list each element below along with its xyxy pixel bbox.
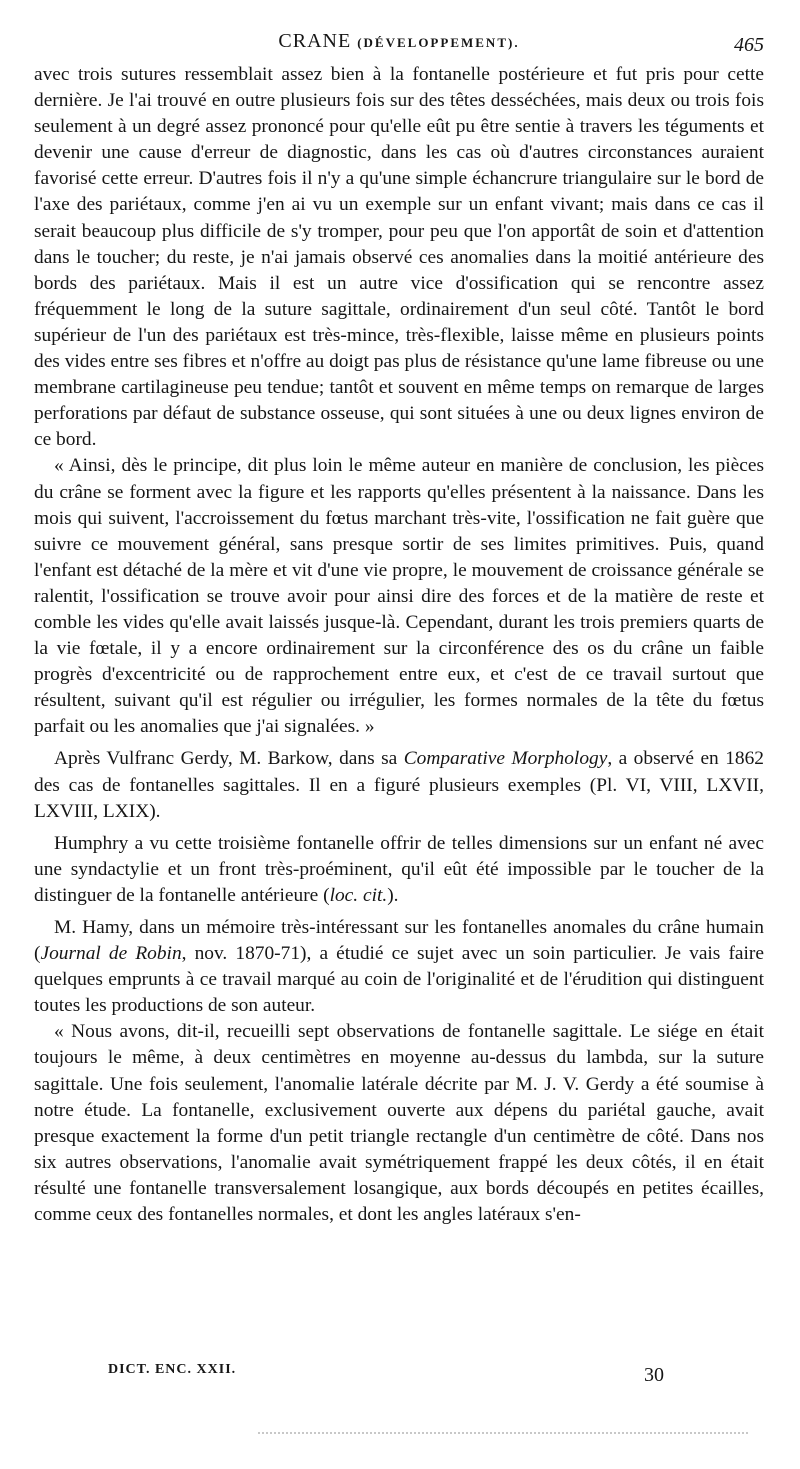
paragraph-3-book-title: Comparative Morphology	[403, 748, 608, 770]
paragraph-3-text-b: , a observé en 1862 des cas de fontanelles sagittales. Il en a figuré plusieurs exemples (Pl. VI, VIII, LXVII, LXVIII, LXIX).	[34, 748, 764, 822]
paragraph-5-journal-title: Journal de Robin	[40, 943, 182, 965]
paragraph-1: avec trois sutures ressemblait assez bien à la fontanelle postérieure et fut pris pour cette dernière. Je l'ai trouvé en outre plusieurs fois sur des têtes desséchées, mais deux ou trois fois seulement à un degré assez prononcé pour qu'elle eût pu être sentie à travers les téguments et devenir une cause d'erreur de diagnostic, dans les cas où d'autres circonstances auraient favorisé cette erreur. D'autres fois il n'y a qu'une simple échancrure triangulaire sur le bord de l'axe des pariétaux, comme j'en ai vu un exemple sur un enfant vivant; mais dans ce cas il serait beaucoup plus difficile de s'y tromper, pour peu que l'on apportât de soin et d'attention dans le toucher; du reste, je n'ai jamais observé ces anomalies dans la moitié antérieure des bords des pariétaux. Mais il est un autre vice d'ossification qui se rencontre assez fréquemment le long de la suture sagittale, ordinairement d'un seul côté. Tantôt le bord supérieur de l'un des pariétaux est très-mince, très-flexible, laisse même en plusieurs points des vides entre ses fibres et n'offre au doigt pas plus de résistance qu'une lame fibreuse ou une membrane cartilagineuse peu tendue; tantôt et souvent en même temps on remarque de larges perforations par défaut de substance osseuse, qui sont situées à une ou deux lignes environ de ce bord.	[34, 64, 764, 451]
paragraph-4-text-b: ).	[387, 884, 399, 906]
signature-number: 30	[644, 1364, 664, 1386]
scan-artifact	[258, 1432, 748, 1436]
paragraph-6-quote: « Nous avons, dit-il, recueilli sept observations de fontanelle sagittale. Le siége en était toujours le même, à deux centimètres en moyenne au-dessus du lambda, sur la suture sagittale. Une fois seulement, l'anomalie latérale décrite par M. J. V. Gerdy a été soumise à notre étude. La fontanelle, exclusivement ouverte aux dépens du pariétal gauche, avait presque exactement la forme d'un petit triangle rectangle d'un centimètre de côté. Dans nos six autres observations, l'anomalie avait symétriquement frappé les deux côtés, il en était résulté une fontanelle transversalement losangique, aux bords découpés en petites écailles, comme ceux des fontanelles normales, et dont les angles latéraux s'en-	[34, 1021, 764, 1226]
paragraph-4-text-a: Humphry a vu cette troisième fontanelle offrir de telles dimensions sur un enfant né avec une syndactylie et un front très-proéminent, qu'il eût été impossible par le toucher de la distinguer de la fontanelle antérieure (	[34, 832, 764, 906]
printer-signature: DICT. ENC. XXII.	[108, 1362, 237, 1377]
paragraph-4	[34, 831, 764, 909]
paragraph-3-text-a: Après Vulfranc Gerdy, M. Barkow, dans sa	[54, 748, 404, 770]
paragraph-2-quote: « Ainsi, dès le principe, dit plus loin le même auteur en manière de conclusion, les pièces du crâne se forment avec la figure et les rapports qu'elles présentent à la naissance. Dans les mois qui suivent, l'accroissement du fœtus marchant très-vite, l'ossification ne fait guère que suivre ce mouvement général, sans presque sortir de ses limites primitives. Puis, quand l'enfant est détaché de la mère et vit d'une vie propre, le mouvement de croissance générale se ralentit, l'ossification se trouve avoir pour ainsi dire des forces et de la matière de reste et comble les vides qu'elle avait laissés jusque-là. Cependant, durant les trois premiers quarts de la vie fœtale, il y a encore ordinairement sur la circonférence des os du crâne un faible progrès d'excentricité ou de rapprochement entre eux, et c'est de ce travail surtout que résultent, suivant qu'il est régulier ou irrégulier, les formes normales de la tête du fœtus parfait ou les anomalies que j'ai signalées. »	[34, 455, 764, 738]
page-number: 465	[734, 34, 764, 56]
paragraph-5	[34, 915, 764, 1019]
running-title-main: CRANE	[278, 30, 352, 52]
running-title-sub: (DÉVELOPPEMENT).	[357, 35, 520, 50]
running-title	[34, 30, 764, 53]
page-header	[34, 30, 764, 56]
paragraph-5-text-a: M. Hamy, dans un mémoire très-intéressant sur les fontanelles anomales du crâne humain (	[34, 917, 764, 965]
paragraph-5-text-b: , nov. 1870-71), a étudié ce sujet avec un soin particulier. Je vais faire quelques emprunts à ce travail marqué au coin de l'originalité et de l'érudition qui distinguent toutes les productions de son auteur.	[34, 943, 764, 1017]
paragraph-4-citation: loc. cit.	[329, 884, 388, 906]
body-text	[34, 62, 764, 1228]
paragraph-3	[34, 746, 764, 824]
page-footer	[108, 1362, 664, 1390]
